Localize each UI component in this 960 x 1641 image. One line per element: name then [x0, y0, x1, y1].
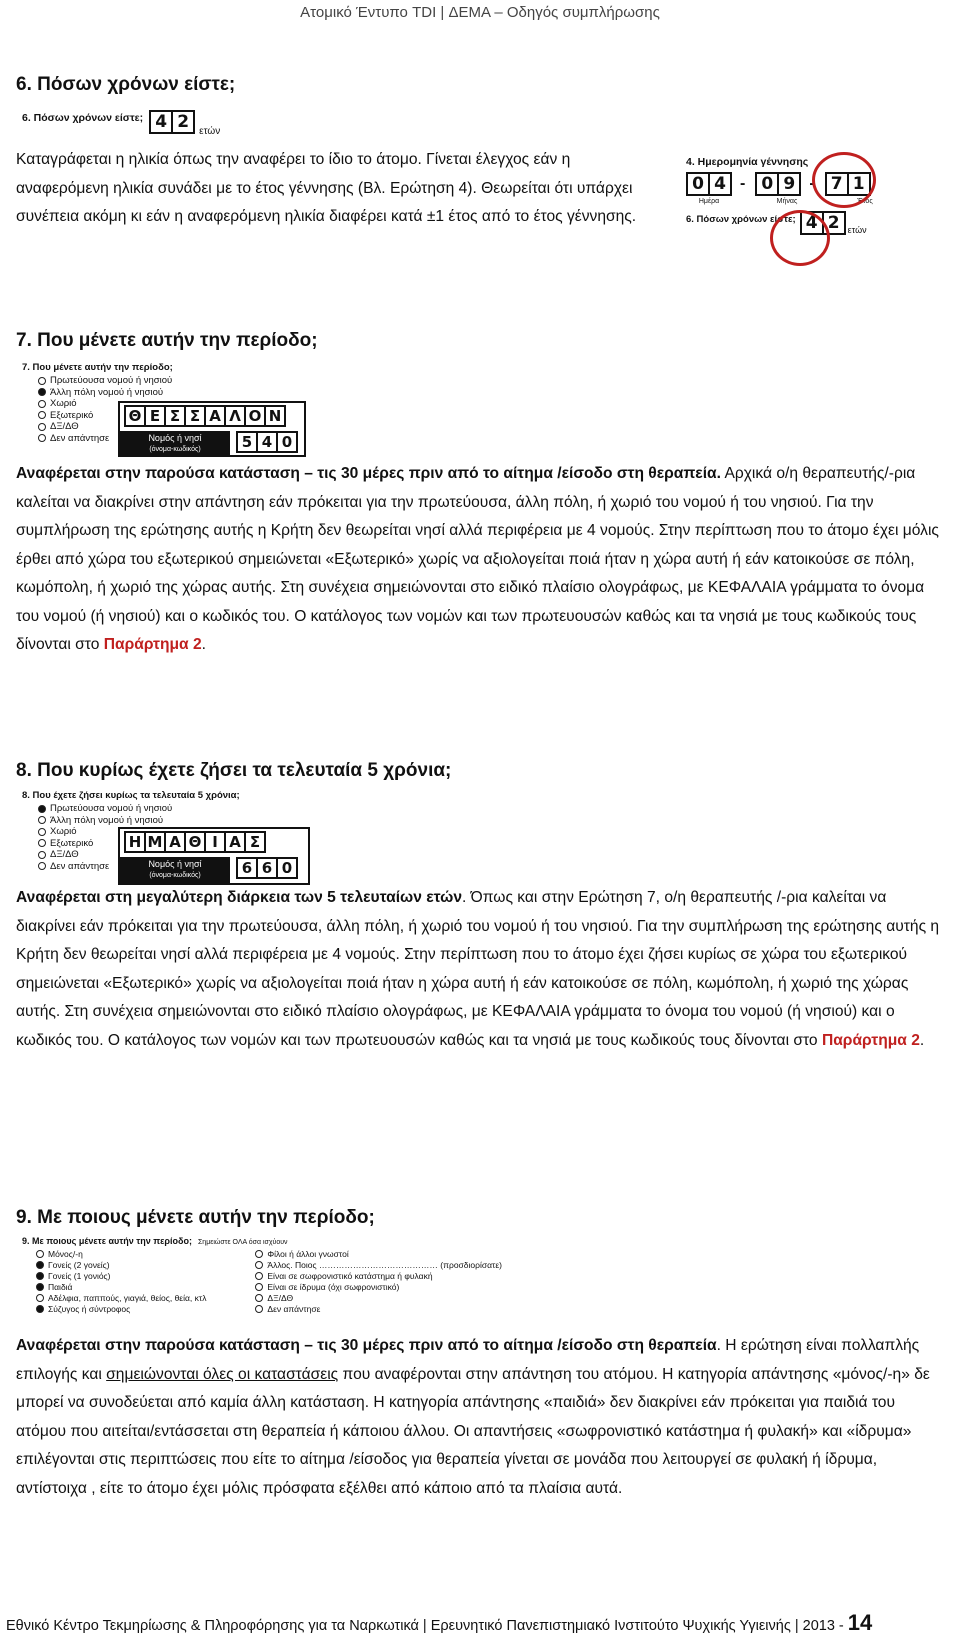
checkbox-option[interactable]: Σύζυγος ή σύντροφος	[36, 1303, 255, 1314]
checkbox-option[interactable]: Φίλοι ή άλλοι γνωστοί	[255, 1248, 502, 1259]
letter-cell: Ι	[204, 831, 226, 853]
radio-icon	[255, 1283, 263, 1291]
page-header: Ατομικό Έντυπο TDI | ΔΕΜΑ – Οδηγός συμπλήρωσης	[300, 4, 660, 21]
letter-cell: Α	[204, 405, 226, 427]
section-7-text: Αναφέρεται στην παρούσα κατάσταση – τις 30 μέρες πριν από το αίτημα /είσοδο στη θεραπεία. Αρχικά ο/η θεραπευτής/-ρια καλείται να διακρίνει στην απάντηση εάν πρόκειται για την πρωτεύουσα, άλλη πόλη, ή χωριό του νομού ή του νησιού. Για την συμπλήρωση της ερώτησης αυτής η Κρήτη δεν θεωρείται νησί αλλά περιφέρεια με 4 νομούς. Στην περίπτωση που το άτομο έχει μόλις έρθει από χώρα του εξωτερικού σημειώνεται «Εξωτερικό» χωρίς να αξιολογείται ποιά ήταν η χώρα αυτή ή εάν κατοικούσε σε πόλη, κωμόπολη, ή χωριό της χώρας αυτής. Στη συνέχεια σημειώνονται στο ειδικό πλαίσιο ολογράφως, με ΚΕΦΑΛΑΙΑ γράμματα το όνομα του νομού (ή νησιού) και ο κωδικός του. Ο κατάλογος των νομών και των πρωτευουσών καθώς και τα νησιά με τους κωδικούς τους δίνονται στο Παράρτημα 2.	[16, 465, 939, 653]
checkbox-option[interactable]: Παιδιά	[36, 1281, 255, 1292]
radio-checked-icon	[36, 1272, 44, 1280]
radio-icon	[255, 1272, 263, 1280]
prefecture-box	[118, 401, 306, 457]
radio-icon	[255, 1294, 263, 1302]
day-label: Ημέρα	[698, 198, 720, 205]
residence-form-label: 7. Που μένετε αυτήν την περίοδο;	[22, 362, 173, 373]
radio-checked-icon	[38, 805, 46, 813]
radio-option[interactable]: Χωριό	[38, 826, 172, 838]
radio-icon	[36, 1294, 44, 1302]
prefecture-name-cells	[124, 405, 304, 427]
radio-icon	[38, 851, 46, 859]
radio-option[interactable]: Πρωτεύουσα νομού ή νησιού	[38, 803, 172, 815]
radio-icon	[38, 839, 46, 847]
dob-separator: -	[809, 175, 815, 192]
checkbox-option[interactable]: Μόνος/-η	[36, 1248, 255, 1259]
checkbox-option[interactable]: Είναι σε ίδρυμα (όχι σωφρονιστικό)	[255, 1281, 502, 1292]
dob-digit: 9	[777, 172, 801, 196]
letter-cell: Ν	[264, 405, 286, 427]
cohabitation-options-right	[255, 1248, 502, 1314]
radio-option[interactable]: Εξωτερικό	[38, 838, 172, 850]
radio-option[interactable]: Άλλη πόλη νομού ή νησιού	[38, 387, 172, 399]
age-digit: 4	[800, 211, 824, 235]
radio-option[interactable]: Χωριό	[38, 398, 172, 410]
age-form-snippet	[22, 110, 220, 137]
cohabitation-form-note: Σημειώστε ΟΛΑ όσα ισχύουν	[197, 1239, 288, 1246]
dob-digit: 4	[708, 172, 732, 196]
checkbox-option[interactable]: Είναι σε σωφρονιστικό κατάστημα ή φυλακή	[255, 1270, 502, 1281]
letter-cell: Σ	[184, 405, 206, 427]
radio-checked-icon	[36, 1305, 44, 1313]
checkbox-option[interactable]: Δεν απάντησε	[255, 1303, 502, 1314]
letter-cell: Ε	[144, 405, 166, 427]
checkbox-option[interactable]: Γονείς (1 γονιός)	[36, 1270, 255, 1281]
year-label: Έτος	[857, 198, 873, 205]
checkbox-option[interactable]: Άλλος. Ποιος …………………………………… (προσδιορίσατε)	[255, 1259, 502, 1270]
dob-digit: 7	[825, 172, 849, 196]
red-circle-highlight	[812, 152, 876, 208]
section-6-title: 6. Πόσων χρόνων είστε;	[16, 74, 236, 95]
dob-day-boxes	[686, 172, 730, 196]
radio-checked-icon	[36, 1261, 44, 1269]
letter-cell: Θ	[184, 831, 206, 853]
checkbox-option[interactable]: Αδέλφια, παππούς, γιαγιά, θείος, θεία, κτλ	[36, 1292, 255, 1303]
residence-5y-form-label: 8. Που έχετε ζήσει κυρίως τα τελευταία 5 χρόνια;	[22, 790, 240, 801]
dob-separator: -	[740, 175, 746, 192]
dob-digit: 0	[755, 172, 779, 196]
radio-option[interactable]: Δεν απάντησε	[38, 861, 172, 873]
radio-icon	[38, 400, 46, 408]
radio-icon	[38, 434, 46, 442]
example-age-label: 6. Πόσων χρόνων είστε;	[686, 214, 796, 225]
section-9-text: Αναφέρεται στην παρούσα κατάσταση – τις 30 μέρες πριν από το αίτημα /είσοδο στη θεραπεία. Η ερώτηση είναι πολλαπλής επιλογής και σημειώνονται όλες οι καταστάσεις που αναφέρονται στην απάντηση του ατόμου. Η κατηγορία απάντησης «μόνος/-η» δε μπορεί να συνοδεύεται από καμία άλλη κατάσταση. Η κατηγορία απάντησης «παιδιά» δεν διακρίνει εάν πρόκειται για παιδιά του ατόμου που αιτείται/εντάσσεται στη θεραπεία ή κάποιου άλλου. Οι απαντήσεις «σωφρονιστικό κατάστημα ή φυλακή» και «ίδρυμα» επιλέγονται στις περιπτώσεις που είτε το αίτημα /είσοδος για θεραπεία γίνεται σε μονάδα που λειτουργεί σε φυλακή ή ίδρυμα, αντίστοιχα , είτε το άτομο έχει μόλις πρόσφατα εξέλθει από κάποιο από τα πλαίσια αυτά.	[16, 1337, 930, 1497]
digit-cell: 6	[256, 857, 278, 879]
radio-option[interactable]: Εξωτερικό	[38, 410, 172, 422]
radio-icon	[38, 423, 46, 431]
letter-cell: Σ	[164, 405, 186, 427]
cohabitation-options-left	[36, 1248, 255, 1314]
prefecture-code-cells	[236, 857, 296, 885]
prefecture-box	[118, 827, 310, 885]
age-boxes	[149, 110, 193, 134]
letter-cell: Ο	[244, 405, 266, 427]
cohabitation-form-label: 9. Με ποιους μένετε αυτήν την περίοδο;	[22, 1236, 192, 1246]
month-label: Μήνας	[776, 198, 798, 205]
radio-checked-icon	[38, 388, 46, 396]
age-unit: ετών	[199, 126, 221, 137]
page-footer: Εθνικό Κέντρο Τεκμηρίωσης & Πληροφόρησης για τα Ναρκωτικά | Ερευνητικό Πανεπιστημιακό Ινστιτούτο Ψυχικής Υγιεινής | 2013 - 14	[6, 1610, 873, 1635]
radio-icon	[38, 377, 46, 385]
residence-5y-form-snippet	[22, 790, 312, 885]
residence-form-snippet	[22, 362, 312, 457]
example-age-unit: ετών	[847, 225, 867, 235]
prefecture-name-cells	[124, 831, 308, 853]
digit-cell: 4	[256, 431, 278, 453]
age-digit: 4	[149, 110, 173, 134]
prefecture-code-cells	[236, 431, 296, 457]
age-form-label: 6. Πόσων χρόνων είστε;	[22, 112, 144, 124]
radio-icon	[255, 1305, 263, 1313]
radio-option[interactable]: ΔΞ/ΔΘ	[38, 849, 172, 861]
appendix-2-link[interactable]: Παράρτημα 2	[103, 636, 202, 653]
radio-icon	[255, 1250, 263, 1258]
appendix-2-link[interactable]: Παράρτημα 2	[821, 1031, 920, 1049]
digit-cell: 0	[276, 857, 298, 879]
radio-icon	[38, 411, 46, 419]
radio-icon	[38, 862, 46, 870]
letter-cell: Μ	[144, 831, 166, 853]
prefecture-box-label: Νομός ή νησί (όνομα-κωδικός)	[120, 857, 230, 885]
radio-option[interactable]: Δεν απάντησε	[38, 433, 172, 445]
radio-icon	[255, 1261, 263, 1269]
digit-cell: 5	[236, 431, 258, 453]
radio-icon	[38, 828, 46, 836]
dob-digit: 1	[847, 172, 871, 196]
letter-cell: Η	[124, 831, 146, 853]
section-6-text: Καταγράφεται η ηλικία όπως την αναφέρει το ίδιο το άτομο. Γίνεται έλεγχος εάν η αναφερόμενη ηλικία συνάδει με το έτος γέννησης (Βλ. Ερώτηση 4). Θεωρείται ότι υπάρχει συνέπεια ακόμη κι εάν η αναφερόμενη ηλικία διαφέρει κατά ±1 έτος από το έτος γέννησης.	[16, 151, 637, 225]
dob-label: 4. Ημερομηνία γέννησης	[686, 156, 809, 168]
radio-option[interactable]: Πρωτεύουσα νομού ή νησιού	[38, 375, 172, 387]
red-circle-highlight	[770, 210, 830, 266]
dob-digit: 0	[686, 172, 710, 196]
radio-icon	[38, 816, 46, 824]
digit-cell: 0	[276, 431, 298, 453]
checkbox-option[interactable]: ΔΞ/ΔΘ	[255, 1292, 502, 1303]
digit-cell: 6	[236, 857, 258, 879]
checkbox-option[interactable]: Γονείς (2 γονείς)	[36, 1259, 255, 1270]
letter-cell: Θ	[124, 405, 146, 427]
age-digit: 2	[171, 110, 195, 134]
radio-checked-icon	[36, 1283, 44, 1291]
prefecture-box-label: Νομός ή νησί (όνομα-κωδικός)	[120, 431, 230, 457]
page-number: 14	[847, 1610, 873, 1635]
letter-cell: Α	[164, 831, 186, 853]
dob-age-example	[686, 156, 946, 274]
dob-month-boxes	[755, 172, 799, 196]
section-8-title: 8. Που κυρίως έχετε ζήσει τα τελευταία 5 χρόνια;	[16, 760, 452, 781]
section-7-title: 7. Που μένετε αυτήν την περίοδο;	[16, 330, 318, 351]
cohabitation-form-snippet	[22, 1236, 502, 1314]
radio-icon	[36, 1250, 44, 1258]
letter-cell: Σ	[244, 831, 266, 853]
radio-option[interactable]: Άλλη πόλη νομού ή νησιού	[38, 815, 172, 827]
radio-option[interactable]: ΔΞ/ΔΘ	[38, 421, 172, 433]
letter-cell: Λ	[224, 405, 246, 427]
letter-cell: Α	[224, 831, 246, 853]
section-9-title: 9. Με ποιους μένετε αυτήν την περίοδο;	[16, 1207, 375, 1228]
age-digit: 2	[822, 211, 846, 235]
section-8-text: Αναφέρεται στη μεγαλύτερη διάρκεια των 5 τελευταίων ετών. Όπως και στην Ερώτηση 7, ο/η θεραπευτής /-ρια καλείται να διακρίνει εάν πρόκειται για την πρωτεύουσα, άλλη πόλη, ή χωριό του νομού ή του νησιού. Για την συμπλήρωση της ερώτησης αυτής η Κρήτη δεν θεωρείται νησί αλλά περιφέρεια με 4 νομούς. Στην περίπτωση που το άτομο έχει ζήσει κυρίως σε χώρα του εξωτερικού σημειώνεται «Εξωτερικό» χωρίς να αξιολογείται ποιά ήταν η χώρα αυτή ή εάν κατοικούσε σε πόλη, κωμόπολη, ή χωριό της χώρας αυτής. Στη συνέχεια σημειώνονται στο ειδικό πλαίσιο ολογράφως, με ΚΕΦΑΛΑΙΑ γράμματα το όνομα του νομού (ή νησιού) και ο κωδικός του. Ο κατάλογος των νομών και των πρωτευουσών καθώς και τα νησιά με τους κωδικούς τους δίνονται στο Παράρτημα 2.	[16, 889, 940, 1049]
